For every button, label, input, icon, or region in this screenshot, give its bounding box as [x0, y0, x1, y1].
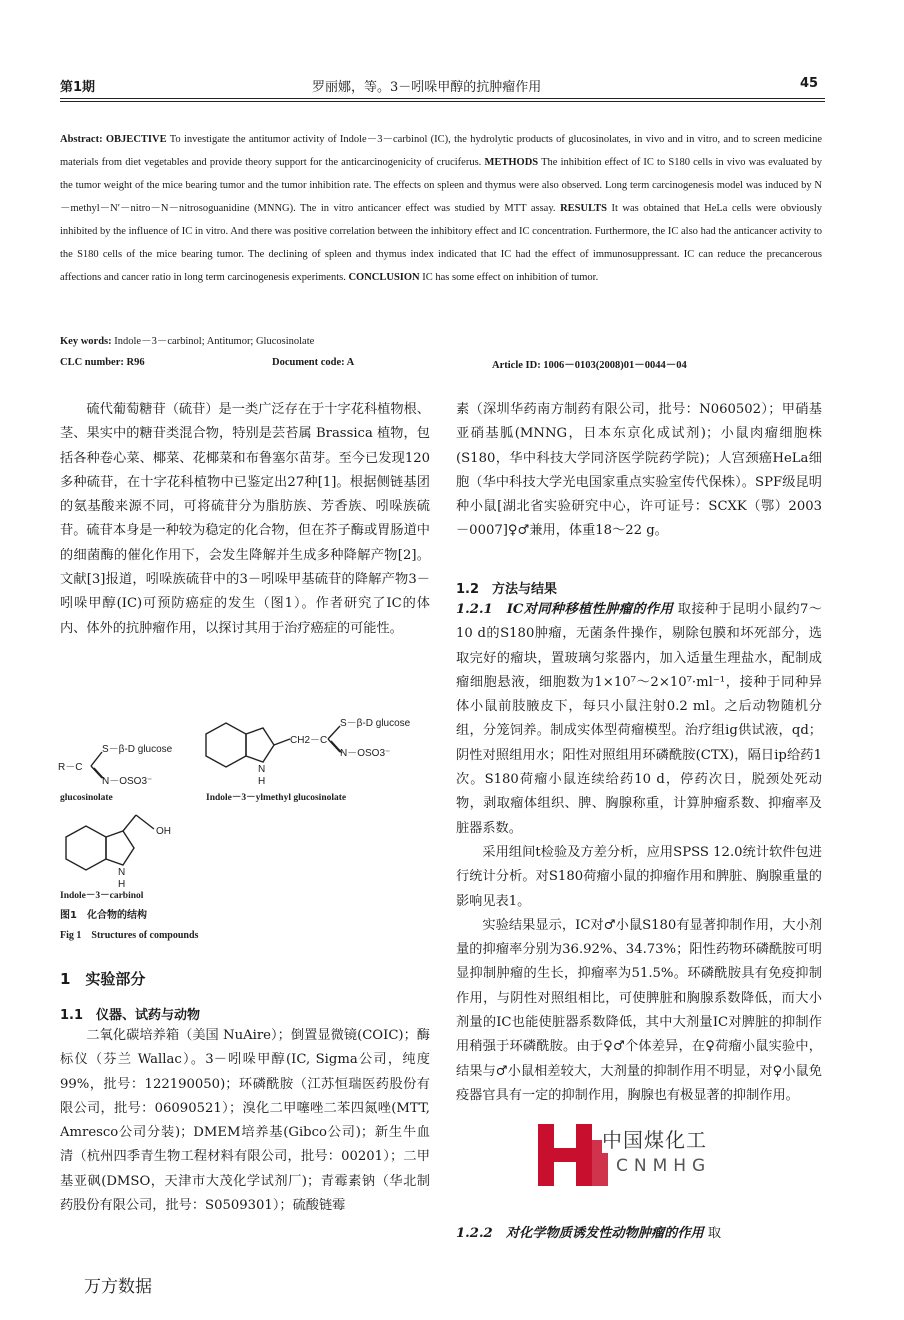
section-1-1-heading: 1.1 仪器、试药与动物: [60, 1008, 201, 1023]
chem-s-glucose-1: S－β-D glucose: [102, 744, 173, 755]
statistics-paragraph: 采用组间t检验及方差分析，应用SPSS 12.0统计软件包进行统计分析。对S180荷瘤小鼠的抑瘤作用和脾脏、胸腺重量的影响见表1。: [456, 844, 822, 909]
watermark-en: CNMHG: [616, 1156, 712, 1176]
label-indole-glucosinolate: Indole－3－ylmethyl glucosinolate: [206, 793, 347, 803]
section-1-2-heading: 1.2 方法与结果: [456, 582, 558, 597]
article-id: Article ID: 1006－0103(2008)01－0044－04: [492, 360, 687, 371]
figure-caption-cn: 图1 化合物的结构: [60, 910, 147, 921]
objective-label: OBJECTIVE: [105, 134, 167, 145]
materials-continued: 素（深圳华药南方制药有限公司，批号：N060502）；甲硝基亚硝基胍(MNNG，日本东京化成试剂)；小鼠肉瘤细胞株(S180，华中科技大学同济医学院药学院)；人宫颈癌HeLa细胞（华中科技大学光电国家重点实验室传代保株）。SPF级昆明种小鼠[湖北省实验研究中心，许可证号：SCXK（鄂）2003－0007]♀♂兼用，体重18～22 g。: [456, 402, 822, 539]
keywords: [60, 333, 314, 348]
results-paragraph: 实验结果显示，IC对♂小鼠S180有显著抑制作用，大小剂量的抑瘤率分别为36.92%、34.73%；阳性药物环磷酰胺可明显抑制肿瘤的生长，抑瘤率为51.5%。环磷酰胺具有免疫抑制作用，与阴性对照组相比，可使脾脏和胸腺系数降低，而大小剂量的IC也能使脏器系数降低，其中大剂量IC对脾脏的抑制作用稍强于环磷酰胺。由于♀♂个体差异，在♀荷瘤小鼠实验中，结果与♂小鼠相差较大，大剂量的抑制作用不明显，对♀小鼠免疫器官具有一定的抑制作用，胸腺也有极显著的抑制作用。: [456, 917, 822, 1103]
methods-text: The inhibition effect of IC to S180 cells in vivo was evaluated by the tumor weight of the mice bearing tumor and the tumor inhibition rate. The effects on spleen and thymus were also observed. Long term carcinogenesis model was induced by N－methyl－N′－nitro－N－nitrosoguanidine (MNNG). The in vitro anticancer effect was studied by MTT assay.: [60, 157, 823, 214]
methods-label: METHODS: [484, 157, 539, 168]
chem-n-oso3-2: N－OSO3⁻: [340, 748, 391, 759]
results-text: It was obtained that HeLa cells were obviously inhibited by the influence of IC in vitro. And there was positive correlation between the inhibitory effect and IC concentration. Furthermore, the IC also had the anticancer activity to the S180 cells of the mice bearing tumor. The declining of spleen and thymus index indicated that IC had the effect of immunosuppressant. IC can reduce the precancerous affections and cancer ratio in long term carcinogenesis experiments.: [60, 203, 823, 283]
abstract: [60, 128, 822, 289]
watermark-cn: 中国煤化工: [602, 1124, 707, 1153]
footer-source: 万方数据: [84, 1277, 152, 1297]
clc-number: CLC number: R96: [60, 357, 145, 368]
label-glucosinolate: glucosinolate: [60, 793, 113, 803]
keywords-text: Indole－3－carbinol; Antitumor; Glucosinolate: [114, 336, 315, 347]
figure-1-structures: [58, 712, 438, 942]
chem-r-group: R－C: [58, 762, 83, 773]
chem-nh-2: N: [118, 867, 126, 878]
section-1-2-1: 1.2.1 IC对同种移植性肿瘤的作用 取接种于昆明小鼠约7～10 d的S180肿瘤，无菌条件操作，剔除包膜和坏死部分，选取完好的瘤块，置玻璃匀浆器内，加入适量生理盐水，配制成瘤细胞悬液，细胞数为1×10⁷～2×10⁷·ml⁻¹，接种于同种异体小鼠前肢腋皮下，每只小鼠注射0.2 ml。之后动物随机分组，分笼饲养。制成实体型荷瘤模型。治疗组ig供试液，qd；阴性对照组用水；阳性对照组用环磷酰胺(CTX)，隔日ip给药1次。S180荷瘤小鼠连续给药10 d，停药次日，脱颈处死动物，剥取瘤体组织、脾、胸腺称重，计算肿瘤系数、抑瘤率及脏器系数。 采用组间t检验及方差分析，应用SPSS 12.0统计软件包进行统计分析。对S180荷瘤小鼠的抑瘤作用和脾脏、胸腺重量的影响见表1。 实验结果显示，IC对♂小鼠S180有显著抑制作用，大小剂量的抑瘤率分别为36.92%、34.73%；阳性药物环磷酰胺可明显抑制肿瘤的生长，抑瘤率为51.5%。环磷酰胺具有免疫抑制作用，与阴性对照组相比，可使脾脏和胸腺系数降低，而大小剂量的IC也能使脏器系数降低，其中大剂量IC对脾脏的抑制作用稍强于环磷酰胺。由于♀♂个体差异，在♀荷瘤小鼠实验中，结果与♂小鼠相差较大，大剂量的抑制作用不明显，对♀小鼠免疫器官具有一定的抑制作用，胸腺也有极显著的抑制作用。: [456, 598, 822, 1108]
keywords-label: Key words:: [60, 336, 112, 347]
chem-oh: OH: [156, 826, 171, 837]
chem-nh-1: N: [258, 764, 266, 775]
header-rule: [60, 98, 825, 99]
page-number: 45: [800, 76, 819, 91]
section-1-2-1-heading: 1.2.1 IC对同种移植性肿瘤的作用: [456, 602, 674, 617]
results-label: RESULTS: [560, 203, 607, 214]
chem-ch2: CH2－C: [290, 735, 328, 746]
running-title: 罗丽娜，等。3－吲哚甲醇的抗肿瘤作用: [312, 80, 542, 95]
conclusion-label: CONCLUSION: [348, 272, 420, 283]
chem-h-1: H: [258, 776, 266, 787]
label-indole-carbinol: Indole－3－carbinol: [60, 891, 144, 901]
chem-h-2: H: [118, 879, 126, 890]
document-code: Document code: A: [272, 357, 355, 368]
journal-issue: 第1期: [60, 80, 96, 95]
figure-caption-en: Fig 1 Structures of compounds: [60, 930, 199, 941]
objective-text: To investigate the antitumor activity of Indole－3－carbinol (IC), the hydrolytic products of glucosinolates, in vivo and in vitro, and to screen medicine materials from diet vegetables and provide theory support for the anticarcinogenicity of cruciferus.: [60, 134, 822, 168]
header-rule-thin: [60, 101, 825, 102]
section-1-2-2: 1.2.2 对化学物质诱发性动物肿瘤的作用 取: [456, 1226, 722, 1241]
conclusion-text: IC has some effect on inhibition of tumor.: [422, 272, 599, 283]
watermark: [528, 1120, 818, 1198]
materials-paragraph: 二氧化碳培养箱（美国 NuAire）；倒置显微镜(COIC)；酶标仪（芬兰 Wallac）。3－吲哚甲醇(IC, Sigma公司，纯度99%，批号：122190050)；环磷酰胺（江苏恒瑞医药股份有限公司，批号：06090521）；溴化二甲噻唑二苯四氮唑(MTT, Amresco公司分装)；DMEM培养基(Gibco公司)；新生牛血清（杭州四季青生物工程材料有限公司，批号：00201）；二甲基亚砜(DMSO，天津市大茂化学试剂厂)；青霉素钠（华北制药股份有限公司，批号：S0509301）；硫酸链霉: [60, 1028, 430, 1214]
abstract-label: Abstract:: [60, 134, 103, 145]
section-1-2-2-heading: 1.2.2 对化学物质诱发性动物肿瘤的作用: [456, 1226, 704, 1241]
section-1-heading: 1 实验部分: [60, 970, 146, 988]
chem-n-oso3-1: N－OSO3⁻: [102, 776, 153, 787]
chem-s-glucose-2: S－β-D glucose: [340, 718, 411, 729]
intro-paragraph: 硫代葡萄糖苷（硫苷）是一类广泛存在于十字花科植物根、茎、果实中的糖苷类混合物，特别是芸苔属 Brassica 植物，包括各种卷心菜、椰菜、花椰菜和布鲁塞尔苗芽。至今已发现120多种硫苷，在十字花科植物中已鉴定出27种[1]。根据侧链基团的氨基酸来源不同，可将硫苷分为脂肪族、芳香族、吲哚族硫苷。硫苷本身是一种较为稳定的化合物，但在芥子酶或胃肠道中的细菌酶的催化作用下，会发生降解并生成多种降解产物[2]。文献[3]报道，吲哚族硫苷中的3－吲哚甲基硫苷的降解产物3－吲哚甲醇(IC)可预防癌症的发生（图1）。作者研究了IC的体内、体外的抗肿瘤作用，以探讨其用于治疗癌症的可能性。: [60, 402, 430, 636]
